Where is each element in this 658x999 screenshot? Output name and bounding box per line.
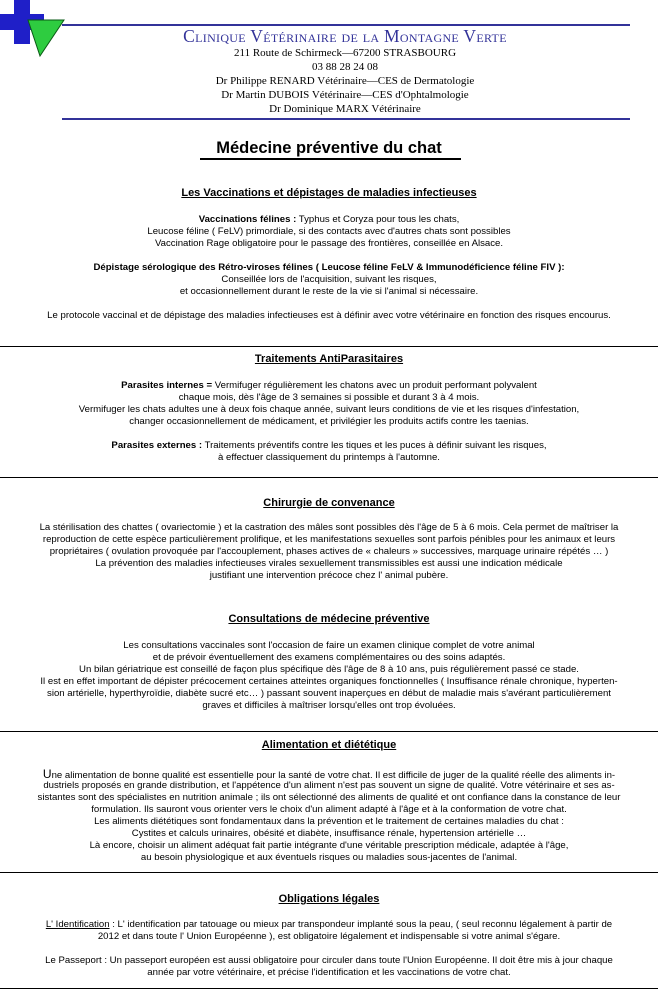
chirurgie-body [0, 522, 658, 582]
text-line: L' Identification : L' identification par tatouage ou mieux par transpondeur implanté sous la peau, ( seul reconnu légalement à partir de [45, 919, 613, 930]
section-title-consultations: Consultations de médecine préventive [228, 613, 430, 625]
text-line: sion artérielle, hyperthyroïdie, diabète sucré etc… ) passant souvent inaperçues en début de maladie mais s'avérant particulièrement [47, 688, 611, 699]
vaccinations-body [0, 214, 658, 250]
text-line: Parasites internes = Vermifuger régulièrement les chatons avec un produit performant polyvalent [121, 380, 537, 391]
text-line: chaque mois, dès l'âge de 3 semaines si possible et durant 3 à 4 mois. [178, 392, 480, 403]
text-line: Un bilan gériatrique est conseillé de façon plus spécifique dès l'âge de 8 à 10 ans, puis régulièrement passé ce stade. [79, 664, 579, 675]
text-line: Vaccinations félines : Typhus et Coryza pour tous les chats, [198, 214, 460, 225]
text-line: propriétaires ( ovulation provoquée par l'accouplement, phases actives de « chaleurs » successives, marquage urinaire répétés … ) [49, 546, 609, 557]
clinic-name: Clinique Vétérinaire de la Montagne Verte [183, 26, 507, 46]
text-line: et de prévoir éventuellement des examens complémentaires ou des soins adaptés. [152, 652, 506, 663]
section-title-chirurgie: Chirurgie de convenance [263, 497, 395, 509]
passeport-body [0, 955, 658, 979]
parasites-externes-body [0, 440, 658, 464]
text-line: changer occasionnellement de médicament, et privilégier les produits actifs contre les taenias. [129, 416, 529, 427]
text-line: Dépistage sérologique des Rétro-viroses félines ( Leucose féline FeLV & Immunodéficience féline FIV ): [93, 262, 565, 273]
text-line: Là encore, choisir un aliment adéquat fait partie intégrante d'une véritable prescription médicale, adaptée à l'âge, [89, 840, 569, 851]
text-line: Conseillée lors de l'acquisition, suivant les risques, [221, 274, 437, 285]
text-line: Les aliments diététiques sont fondamentaux dans la prévention et le traitement de certaines maladies du chat : [94, 816, 564, 827]
text-line: 2012 et dans toute l' Union Européenne ), est obligatoire légalement et indispensable si votre animal s'égare. [97, 931, 561, 942]
text-line: La stérilisation des chattes ( ovariectomie ) et la castration des mâles sont possibles dès l'âge de 5 à 6 mois. Cela permet de maîtriser la [39, 522, 619, 533]
parasites-internes-body [0, 380, 658, 428]
doctor-line: Dr Philippe RENARD Vétérinaire—CES de Dermatologie [215, 75, 475, 87]
text-line: Une alimentation de bonne qualité est essentielle pour la santé de votre chat. Il est difficile de juger de la qualité réelle des aliments in- [42, 767, 616, 781]
text-line: La prévention des maladies infectieuses virales sexuellement transmissibles est aussi une indication médicale [95, 558, 563, 569]
clinic-phone: 03 88 28 24 08 [312, 61, 378, 73]
section-title-obligations: Obligations légales [278, 893, 380, 905]
text-line: reproduction de cette espèce particulièrement prolifique, et les manifestations sexuelles sont parfois pénibles pour les animaux et leurs [42, 534, 616, 545]
text-line: au besoin physiologique et aux éventuels risques ou maladies sous-jacentes de l'animal. [140, 852, 518, 863]
alimentation-body [0, 768, 658, 864]
text-line: année par votre vétérinaire, et précise l'identification et les vaccinations de votre chat. [147, 967, 511, 978]
text-line: Le Passeport : Un passeport européen est aussi obligatoire pour circuler dans toute l'Union Européenne. Il doit être mis à jour chaque [45, 955, 613, 966]
doctor-line: Dr Dominique MARX Vétérinaire [269, 103, 421, 115]
text-line: sistantes sont des spécialistes en nutrition animale ; ils ont sélectionné des aliments de qualité et ont confiance dans la constance de leur [37, 792, 621, 803]
text-line: formulation. Ils sauront vous orienter vers le choix d'un aliment adapté à l'âge et à la conformation de votre chat. [91, 804, 567, 815]
section-title-vaccinations: Les Vaccinations et dépistages de maladies infectieuses [181, 187, 477, 199]
text-line: à effectuer classiquement du printemps à l'automne. [218, 452, 440, 463]
text-line: Parasites externes : Traitements préventifs contre les tiques et les puces à définir suivant les risques, [111, 440, 547, 451]
doctor-line: Dr Martin DUBOIS Vétérinaire—CES d'Ophtalmologie [221, 89, 469, 101]
bottom-box-edge [0, 988, 658, 999]
text-line: et occasionnellement durant le reste de la vie si l'animal si nécessaire. [179, 286, 479, 297]
page-title: Médecine préventive du chat [216, 139, 442, 157]
section-title-parasites: Traitements AntiParasitaires [254, 353, 404, 365]
section-title-alimentation: Alimentation et diététique [261, 739, 397, 751]
clinic-logo-icon [0, 0, 66, 58]
text-line: Il est en effet important de dépister précocement certaines atteintes organiques fonctionnelles ( Insuffisance rénale chronique, hyperten- [40, 676, 618, 687]
text-line: justifiant une intervention précoce chez l' animal pubère. [209, 570, 449, 581]
text-line: Cystites et calculs urinaires, obésité et diabète, insuffisance rénale, hypertension artérielle … [131, 828, 527, 839]
header-bottom-rule [62, 118, 630, 120]
consultations-body [0, 640, 658, 712]
title-underline [200, 158, 461, 160]
clinic-address: 211 Route de Schirmeck—67200 STRASBOURG [233, 47, 457, 59]
text-line: Leucose féline ( FeLV) primordiale, si des contacts avec d'autres chats sont possibles [147, 226, 511, 237]
text-line: Vermifuger les chats adultes une à deux fois chaque année, suivant leurs conditions de vie et les risques d'infestation, [78, 404, 580, 415]
text-line: Vaccination Rage obligatoire pour le passage des frontières, conseillée en Alsace. [154, 238, 504, 249]
depistage-body [0, 262, 658, 298]
identification-body [0, 919, 658, 943]
text-line: Les consultations vaccinales sont l'occasion de faire un examen clinique complet de votre animal [123, 640, 535, 651]
vaccinations-note: Le protocole vaccinal et de dépistage des maladies infectieuses est à définir avec votre vétérinaire en fonction des risques encourus. [47, 310, 611, 321]
text-line: graves et difficiles à maîtriser lorsqu'elles ont trop évoluées. [202, 700, 456, 711]
text-line: dustriels proposés en grande distribution, et l'appétence d'un aliment n'est pas souvent un signe de qualité. Votre vétérinaire et ses as- [43, 780, 615, 791]
